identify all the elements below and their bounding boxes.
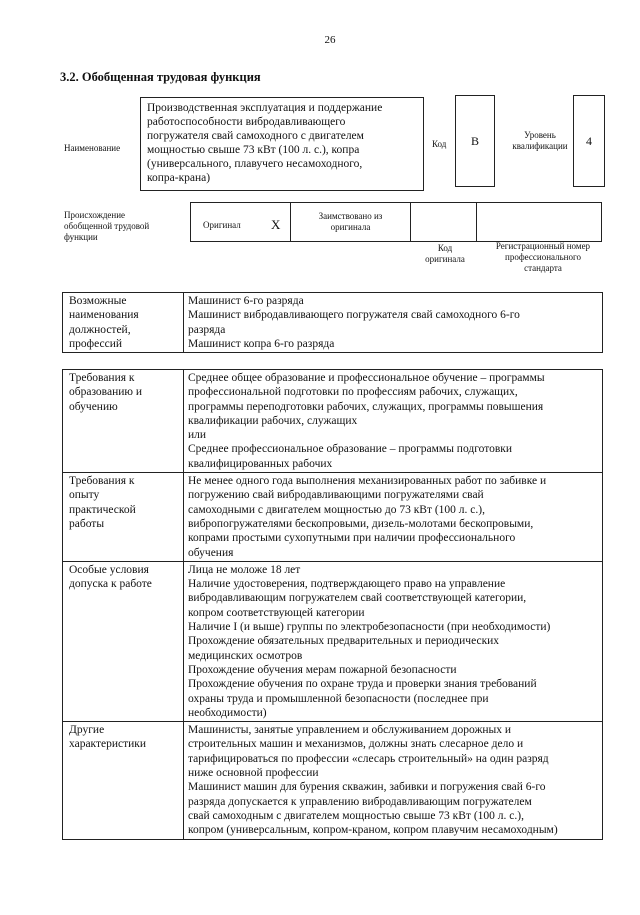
job-title-line: Машинист копра 6-го разряда [188,337,335,350]
code-original-caption-line: оригинала [425,254,465,264]
education-value [184,370,603,473]
qualification-level-label-line: Уровень [524,130,556,140]
code-original-caption-line: Код [437,243,453,253]
requirement-value-line: квалификации рабочих, служащих [188,414,358,427]
requirement-value-line: самоходными с двигателем мощностью до 73 кВт (100 л. с.), [188,503,485,516]
requirement-value-line: Машинист машин для бурения скважин, забивки и погружения свай 6-го [188,781,546,794]
section-title: 3.2. Обобщенная трудовая функция [60,70,261,84]
requirement-value-line: Среднее общее образование и профессиональное обучение – программы [188,372,545,384]
requirement-value-line: Прохождение обучения по охране труда и проверки знания требований [188,678,537,691]
requirement-value-line: Среднее профессиональное образование – программы подготовки [188,443,513,456]
requirement-value-line: Лица не моложе 18 лет [188,563,301,576]
job-titles-value [184,293,603,353]
requirement-value-line: Машинисты, занятые управлением и обслуживанием дорожных и [188,724,512,737]
borrowed-label [291,211,410,233]
origin-label-line: обобщенной трудовой [64,221,150,231]
reg-number-cell [477,203,601,241]
job-titles-label-line: наименования [69,309,139,322]
requirement-value-line: программы переподготовки рабочих, служащих, программы повышения [188,400,544,413]
job-title-line: Машинист 6-го разряда [188,295,304,307]
requirement-value-line: тарифицироваться по профессии «слесарь строительный» на один разряд [188,752,549,765]
origin-label-line: Происхождение [64,210,126,220]
origin-label-line: функции [64,232,98,242]
job-titles-label [63,293,184,353]
requirement-label-line: Другие [69,724,105,737]
table-row [63,561,603,721]
experience-value [184,473,603,562]
requirement-label-line: практической [69,503,136,516]
origin-label [64,210,184,243]
requirement-label-line: опыту [69,489,100,502]
requirement-value-line: Прохождение обязательных предварительных и периодических [188,635,500,648]
original-mark: X [271,217,281,232]
table-row [63,370,603,473]
requirements-table [62,369,603,840]
original-label: Оригинал [203,220,241,230]
qualification-level-value: 4 [573,95,605,187]
borrowed-label-line: Заимствовано из [318,211,383,221]
table-row [63,293,603,353]
admission-label [63,561,184,721]
function-name-line: погружателя свай самоходного с двигателем [147,130,364,142]
requirement-value-line: Не менее одного года выполнения механизированных работ по забивке и [188,475,547,488]
reg-number-caption [482,241,604,274]
job-titles-label-line: должностей, [69,323,131,336]
function-name-box [140,97,424,191]
requirement-value-line: ниже основной профессии [188,767,319,780]
requirement-value-line: вибропогружателями бескопровыми, дизель-молотами бескопровыми, [188,517,534,530]
qualification-level-label [508,130,572,152]
job-titles-table [62,292,603,353]
function-name-line: (универсального, плавучего несамоходного, [147,158,363,170]
table-row [63,722,603,839]
requirement-value-line: погружению свай вибродавливающими погружателями свай [188,489,484,502]
origin-table [190,202,602,242]
requirement-value-line: разряда допускается к управлению вибродавливающим погружателем [188,795,532,808]
other-characteristics-value [184,722,603,839]
job-title-line: разряда [188,323,226,336]
requirement-value-line: профессиональной подготовки по профессиям рабочих, служащих, [188,386,518,399]
requirement-label-line: Требования к [69,475,135,488]
qualification-level-label-line: квалификации [512,141,568,151]
original-cell [191,203,291,241]
name-label: Наименование [64,143,121,153]
requirement-label-line: работы [69,517,105,530]
code-label: Код [432,139,447,149]
job-titles-label-line: профессий [69,337,123,350]
requirement-value-line: копром соответствующей категории [188,606,365,619]
requirement-value-line: строительных машин и механизмов, должны знать слесарное дело и [188,738,524,751]
requirement-value-line: вибродавливающим погружателем свай соответствующей категории, [188,592,527,605]
job-titles-label-line: Возможные [69,295,127,307]
code-value: B [455,95,495,187]
requirement-value-line: квалифицированных рабочих [188,457,333,470]
code-original-caption [415,243,475,265]
requirement-value-line: или [188,429,207,442]
requirement-label-line: обучению [69,400,118,413]
reg-number-caption-line: профессионального [505,252,581,262]
function-name-line: мощностью свыше 73 кВт (100 л. с.), копра [147,144,360,156]
requirement-value-line: обучения [188,546,234,559]
requirement-value-line: Наличие удостоверения, подтверждающего право на управление [188,578,506,591]
requirement-label-line: характеристики [69,738,147,751]
reg-number-caption-line: Регистрационный номер [495,241,591,251]
requirement-label-line: Особые условия [69,563,149,576]
table-row [63,473,603,562]
requirement-value-line: Наличие I (и выше) группы по электробезопасности (при необходимости) [188,621,551,634]
requirement-label-line: Требования к [69,372,135,384]
function-name-line: копра-крана) [147,172,211,184]
requirement-value-line: свай самоходным с двигателем мощностью свыше 73 кВт (100 л. с.), [188,809,524,822]
borrowed-cell [291,203,411,241]
borrowed-label-line: оригинала [330,222,371,232]
job-title-line: Машинист вибродавливающего погружателя свай самоходного 6-го [188,309,520,322]
requirement-value-line: копрами простыми сухопутными при наличии профессионального [188,532,516,545]
requirement-value-line: охраны труда и промышленной безопасности (последнее при [188,692,489,705]
requirement-value-line: медицинских осмотров [188,649,303,662]
requirement-value-line: необходимости) [188,706,267,719]
page-number: 26 [324,34,336,46]
function-name-line: работоспособности вибродавливающего [147,116,346,128]
function-name-line: Производственная эксплуатация и поддержание [147,102,383,114]
reg-number-caption-line: стандарта [524,263,562,273]
admission-value [184,561,603,721]
other-characteristics-label [63,722,184,839]
requirement-value-line: копром (универсальным, копром-краном, копром плавучим несамоходным) [188,824,558,837]
requirement-label-line: допуска к работе [69,578,152,591]
requirement-value-line: Прохождение обучения мерам пожарной безопасности [188,663,457,676]
code-original-cell [411,203,477,241]
requirement-label-line: образованию и [69,386,142,399]
experience-label [63,473,184,562]
education-label [63,370,184,473]
